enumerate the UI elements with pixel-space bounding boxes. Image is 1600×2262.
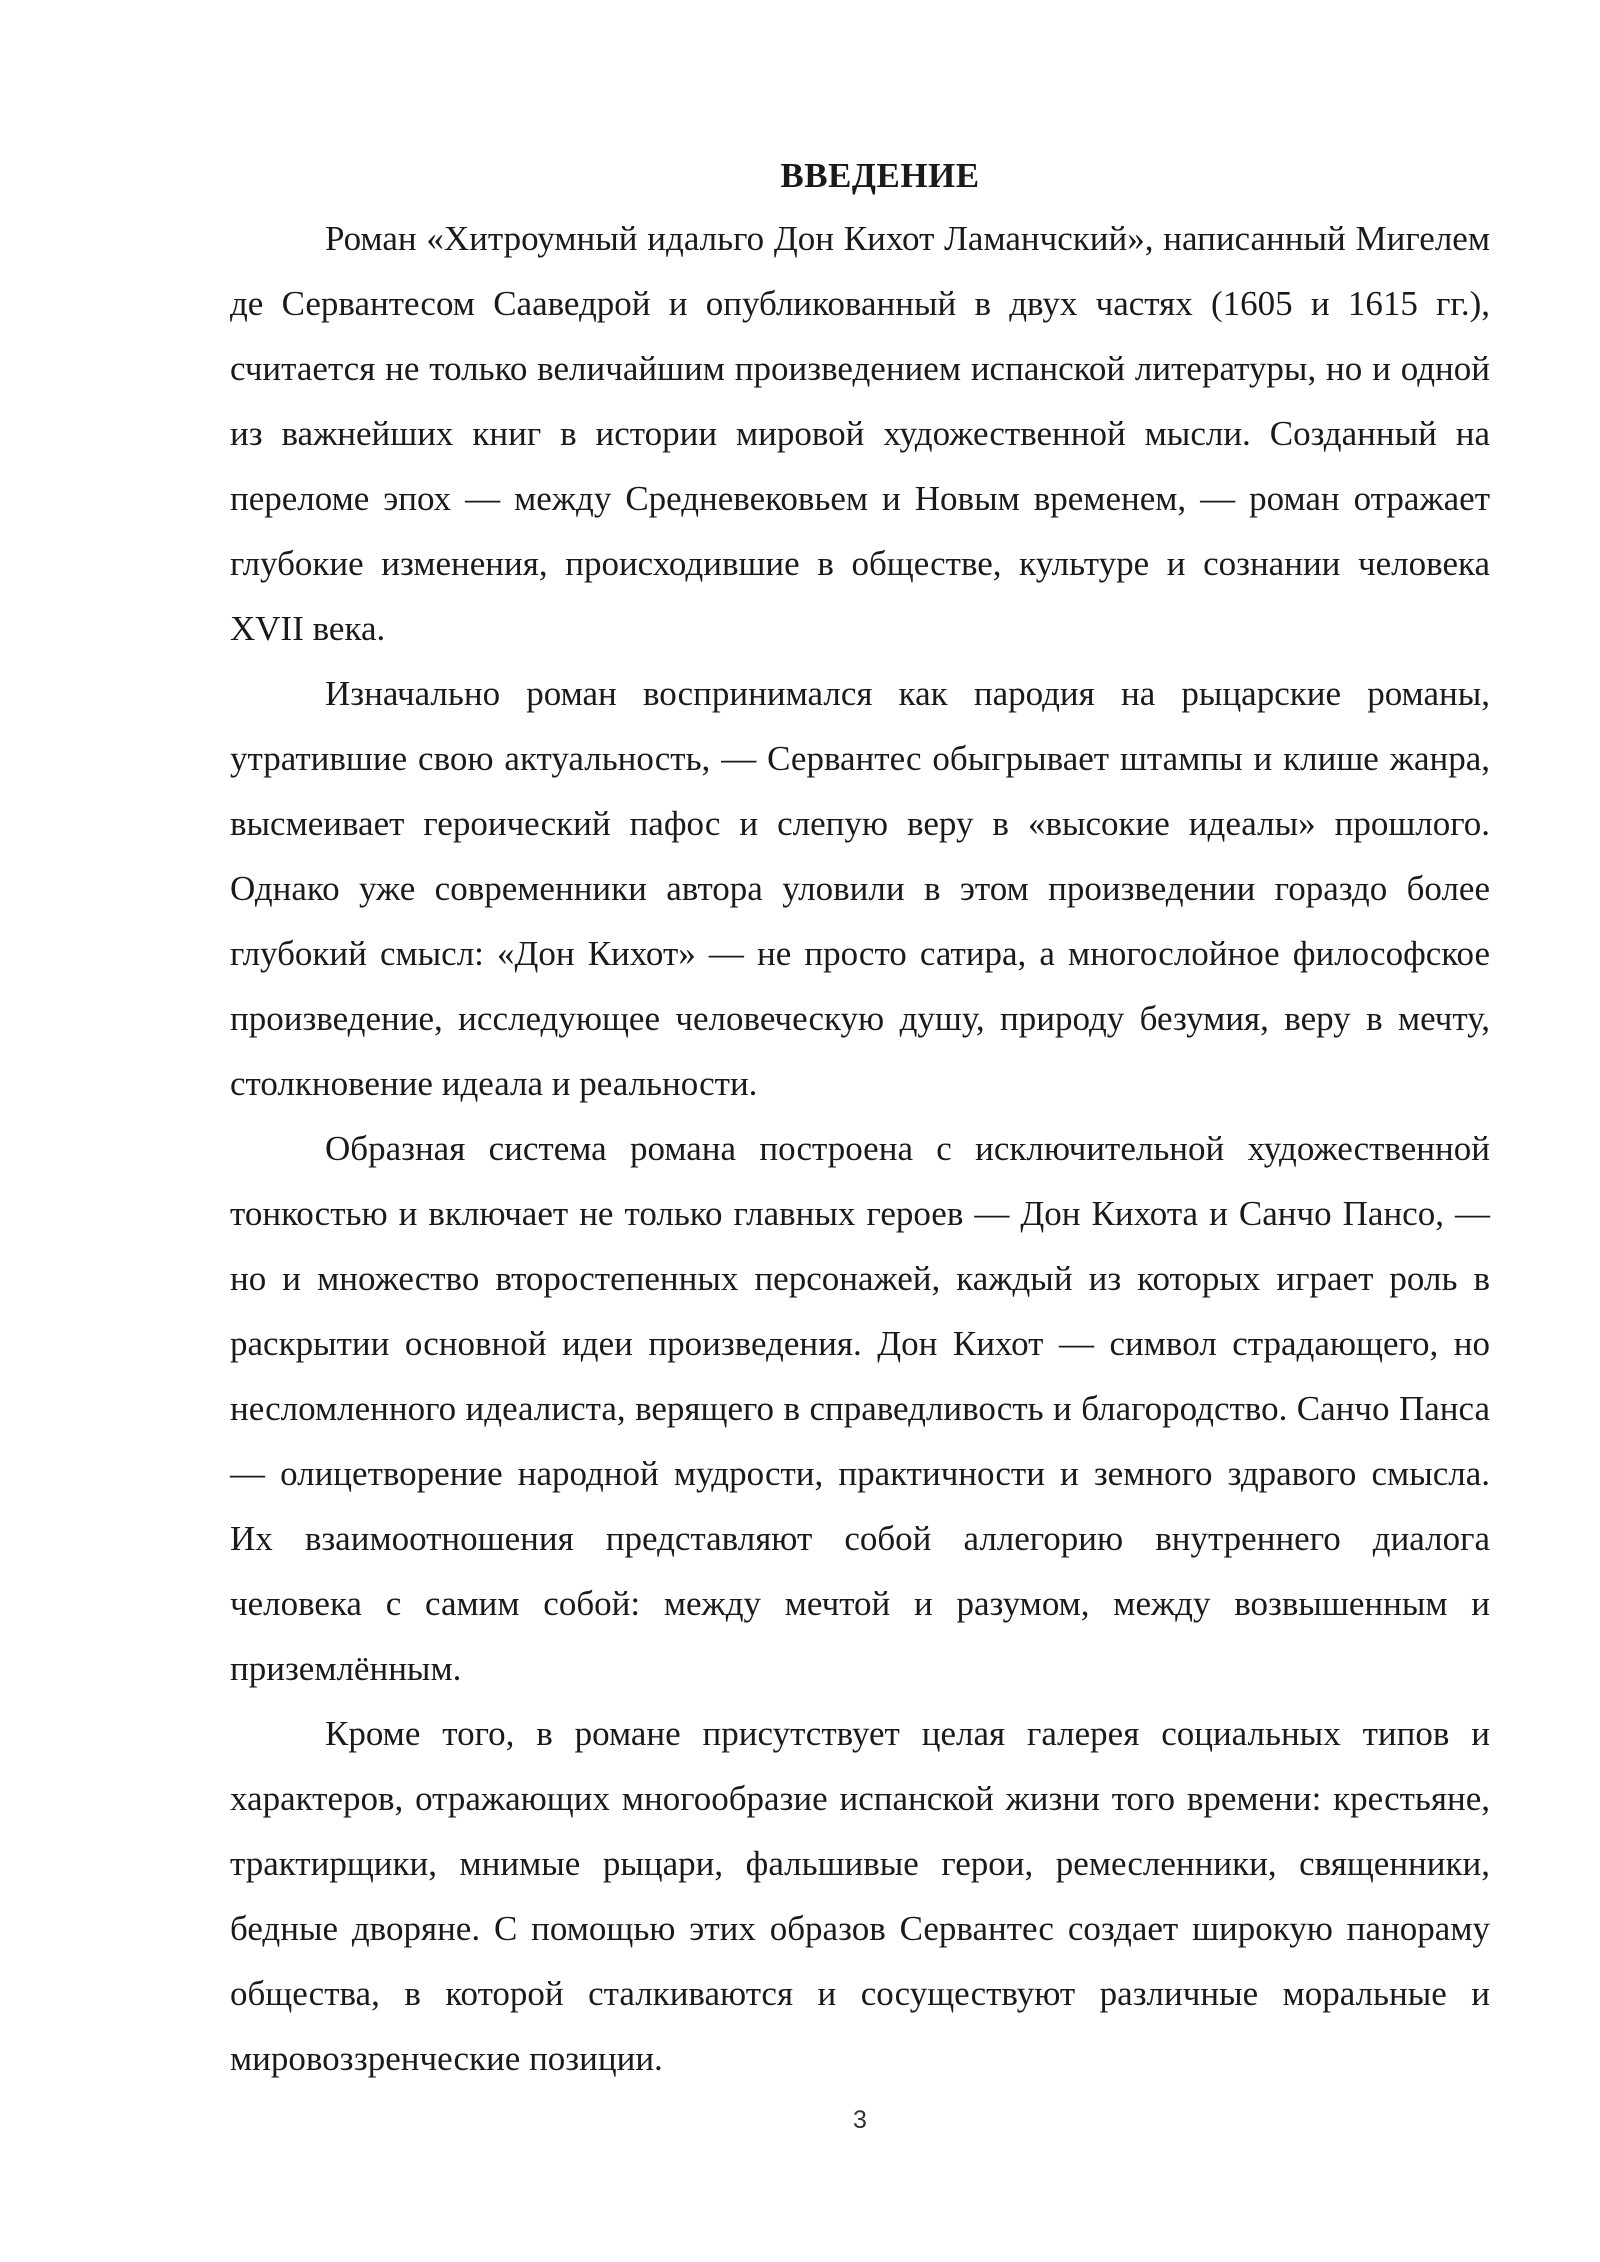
paragraph-3: Образная система романа построена с исключительной художественной тонкостью и включает не только главных героев — Дон Кихота и Санчо Пансо, — но и множество второстепенных персонажей, каждый из которых играет роль в раскрытии основной идеи произведения. Дон Кихот — символ страдающего, но несломленного идеалиста, верящего в справедливость и благородство. Санчо Панса — олицетворение народной мудрости, практичности и земного здравого смысла. Их взаимоотношения представляют собой аллегорию внутреннего диалога человека с самим собой: между мечтой и разумом, между возвышенным и приземлённым.: [230, 1129, 1490, 1688]
paragraph-4: Кроме того, в романе присутствует целая галерея социальных типов и характеров, отражающих многообразие испанской жизни того времени: крестьяне, трактирщики, мнимые рыцари, фальшивые герои, ремесленники, священники, бедные дворяне. С помощью этих образов Сервантес создает широкую панораму общества, в которой сталкиваются и сосуществуют различные моральные и мировоззренческие позиции.: [230, 1714, 1490, 2078]
paragraph-1: Роман «Хитроумный идальго Дон Кихот Ламанчский», написанный Мигелем де Сервантесом Сааведрой и опубликованный в двух частях (1605 и 1615 гг.), считается не только величайшим произведением испанской литературы, но и одной из важнейших книг в истории мировой художественной мысли. Созданный на переломе эпох — между Средневековьем и Новым временем, — роман отражает глубокие изменения, происходившие в обществе, культуре и сознании человека XVII века.: [230, 219, 1490, 648]
paragraph-2: Изначально роман воспринимался как пародия на рыцарские романы, утратившие свою актуальность, — Сервантес обыгрывает штампы и клише жанра, высмеивает героический пафос и слепую веру в «высокие идеалы» прошлого. Однако уже современники автора уловили в этом произведении гораздо более глубокий смысл: «Дон Кихот» — не просто сатира, а многослойное философское произведение, исследующее человеческую душу, природу безумия, веру в мечту, столкновение идеала и реальности.: [230, 674, 1490, 1103]
page-title: ВВЕДЕНИЕ: [780, 156, 980, 195]
page-number: 3: [853, 2106, 867, 2134]
page-content: [230, 146, 1490, 2091]
